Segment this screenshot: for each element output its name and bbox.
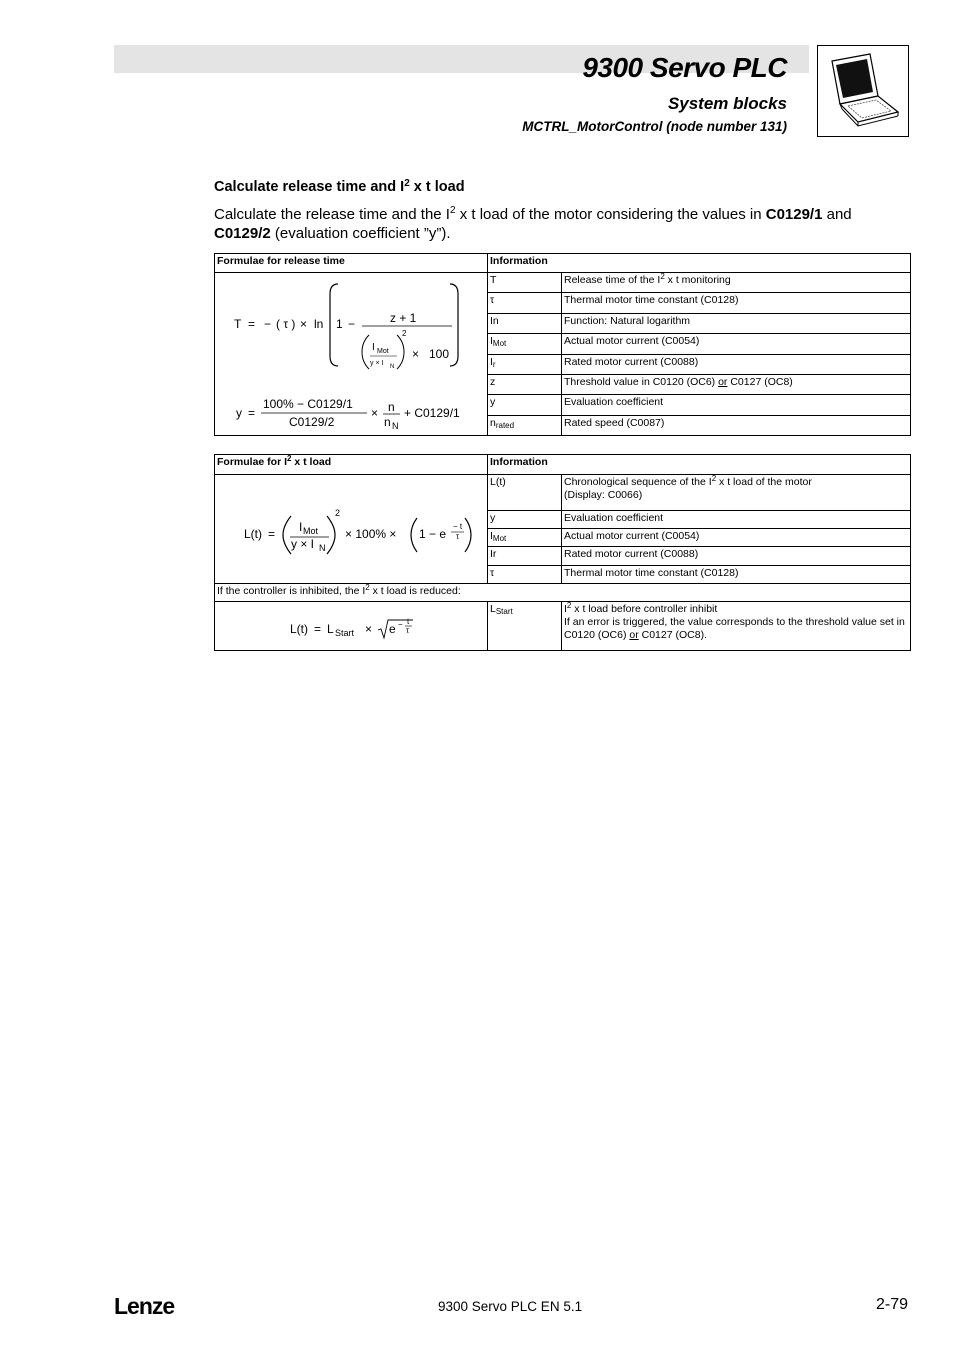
desc-nrated: Rated speed (C0087) — [562, 415, 911, 435]
desc-ln: Function: Natural logarithm — [562, 313, 911, 333]
symbol-tau-2: τ — [488, 565, 562, 583]
desc-t: Release time of the $I^2$ x t monitoring — [562, 273, 911, 293]
svg-text:− t: − t — [453, 522, 463, 531]
svg-text:L(t): L(t) — [290, 622, 308, 636]
svg-text:2: 2 — [335, 508, 341, 518]
svg-text:−: − — [348, 317, 356, 331]
svg-text:×: × — [300, 317, 308, 331]
intro-paragraph: Calculate the release time and the $I^2$ x t load of the motor considering the values in C0129/1 and C0129/2 (evaluation coefficient ”y”). — [214, 205, 852, 242]
svg-text:N: N — [390, 364, 395, 370]
symbol-tau: τ — [488, 293, 562, 313]
svg-text:y × I: y × I — [370, 360, 384, 367]
svg-text:Mot: Mot — [377, 348, 389, 355]
svg-text:C0129/2: C0129/2 — [289, 415, 335, 429]
svg-text:−: − — [264, 317, 272, 331]
svg-text:=: = — [248, 406, 256, 420]
info-header: Information — [488, 254, 911, 273]
svg-text:I: I — [372, 342, 375, 353]
svg-text:2: 2 — [402, 329, 407, 338]
svg-text:=: = — [248, 317, 256, 331]
svg-text:τ: τ — [456, 532, 460, 541]
desc-imot-2: Actual motor current (C0054) — [562, 528, 911, 546]
formula-lhs: T — [234, 317, 242, 331]
svg-text:−: − — [398, 620, 403, 629]
svg-text:Start: Start — [335, 628, 355, 638]
svg-text:+ C0129/1: + C0129/1 — [404, 406, 460, 420]
desc-y-2: Evaluation coefficient — [562, 510, 911, 528]
symbol-ir-2: Ir — [488, 547, 562, 565]
svg-text:y × I: y × I — [291, 537, 315, 551]
section-title: System blocks — [667, 94, 787, 113]
svg-text:1 − e: 1 − e — [419, 527, 447, 541]
symbol-t: T — [488, 273, 562, 293]
symbol-y: y — [488, 395, 562, 415]
symbol-nrated: $n_{rated}$ — [488, 415, 562, 435]
symbol-imot: $I_{Mot}$ — [488, 334, 562, 354]
desc-tau: Thermal motor time constant (C0128) — [562, 293, 911, 313]
desc-z: Threshold value in C0120 (OC6) or C0127 (OC8) — [562, 374, 911, 394]
svg-text:=: = — [314, 622, 322, 636]
symbol-ir: $I_r$ — [488, 354, 562, 374]
svg-text:N: N — [319, 543, 326, 553]
svg-text:n: n — [388, 400, 395, 414]
desc-imot: Actual motor current (C0054) — [562, 334, 911, 354]
info-header-2: Information — [488, 455, 911, 475]
page-number: 2-79 — [875, 1296, 908, 1313]
svg-text:100: 100 — [429, 347, 450, 361]
formula-header: Formulae for release time — [215, 254, 488, 273]
desc-tau-2: Thermal motor time constant (C0128) — [562, 565, 911, 583]
load-formula — [215, 475, 488, 584]
inhibit-note: If the controller is inhibited, the $I^2$ x t load is reduced: — [215, 584, 911, 602]
document-title: 9300 Servo PLC — [582, 52, 787, 83]
svg-text:L: L — [327, 622, 334, 636]
svg-text:1: 1 — [336, 317, 343, 331]
footer-document-id: 9300 Servo PLC EN 5.1 — [438, 1299, 583, 1314]
symbol-ln: In — [488, 313, 562, 333]
svg-text:( τ ): ( τ ) — [276, 317, 296, 331]
release-time-table — [214, 253, 911, 436]
symbol-z: z — [488, 374, 562, 394]
svg-text:100% − C0129/1: 100% − C0129/1 — [263, 397, 353, 411]
svg-text:× 100% ×: × 100% × — [345, 527, 397, 541]
symbol-imot-2: $I_{Mot}$ — [488, 528, 562, 546]
svg-text:×: × — [365, 622, 373, 636]
symbol-lt: L(t) — [488, 475, 562, 511]
svg-text:Mot: Mot — [303, 526, 319, 536]
svg-text:n: n — [384, 415, 391, 429]
desc-ir: Rated motor current (C0088) — [562, 354, 911, 374]
symbol-y-2: y — [488, 510, 562, 528]
svg-text:y: y — [236, 406, 242, 420]
lenze-logo: Lenze — [114, 1293, 175, 1319]
svg-text:I: I — [299, 520, 303, 534]
desc-ir-2: Rated motor current (C0088) — [562, 547, 911, 565]
svg-text:t: t — [407, 617, 410, 626]
release-time-formulas — [215, 273, 488, 436]
svg-text:×: × — [412, 347, 420, 361]
inhibit-formula — [215, 602, 488, 651]
svg-text:L(t): L(t) — [244, 527, 262, 541]
formula-header-2: Formulae for $I^2$ x t load — [215, 455, 488, 475]
desc-lstart: $I^2$ x t load before controller inhibit If an error is triggered, the value corresponds to the threshold value set in C0120 (OC6) or C0127 (OC8). — [562, 602, 911, 651]
svg-text:ln: ln — [314, 317, 324, 331]
symbol-lstart: $L_{Start}$ — [488, 602, 562, 651]
load-table — [214, 454, 911, 651]
svg-text:×: × — [371, 406, 379, 420]
desc-y: Evaluation coefficient — [562, 395, 911, 415]
subsection-title: MCTRL_MotorControl (node number 131) — [522, 119, 787, 134]
svg-text:e: e — [389, 622, 396, 636]
desc-lt: Chronological sequence of the $I^2$ x t load of the motor (Display: C0066) — [562, 475, 911, 511]
section-heading: Calculate release time and $I^2$ x t load — [214, 178, 465, 195]
svg-text:=: = — [268, 527, 276, 541]
svg-text:z + 1: z + 1 — [390, 311, 417, 325]
svg-text:N: N — [392, 421, 399, 431]
laptop-icon — [817, 45, 909, 137]
svg-text:τ: τ — [406, 626, 410, 635]
